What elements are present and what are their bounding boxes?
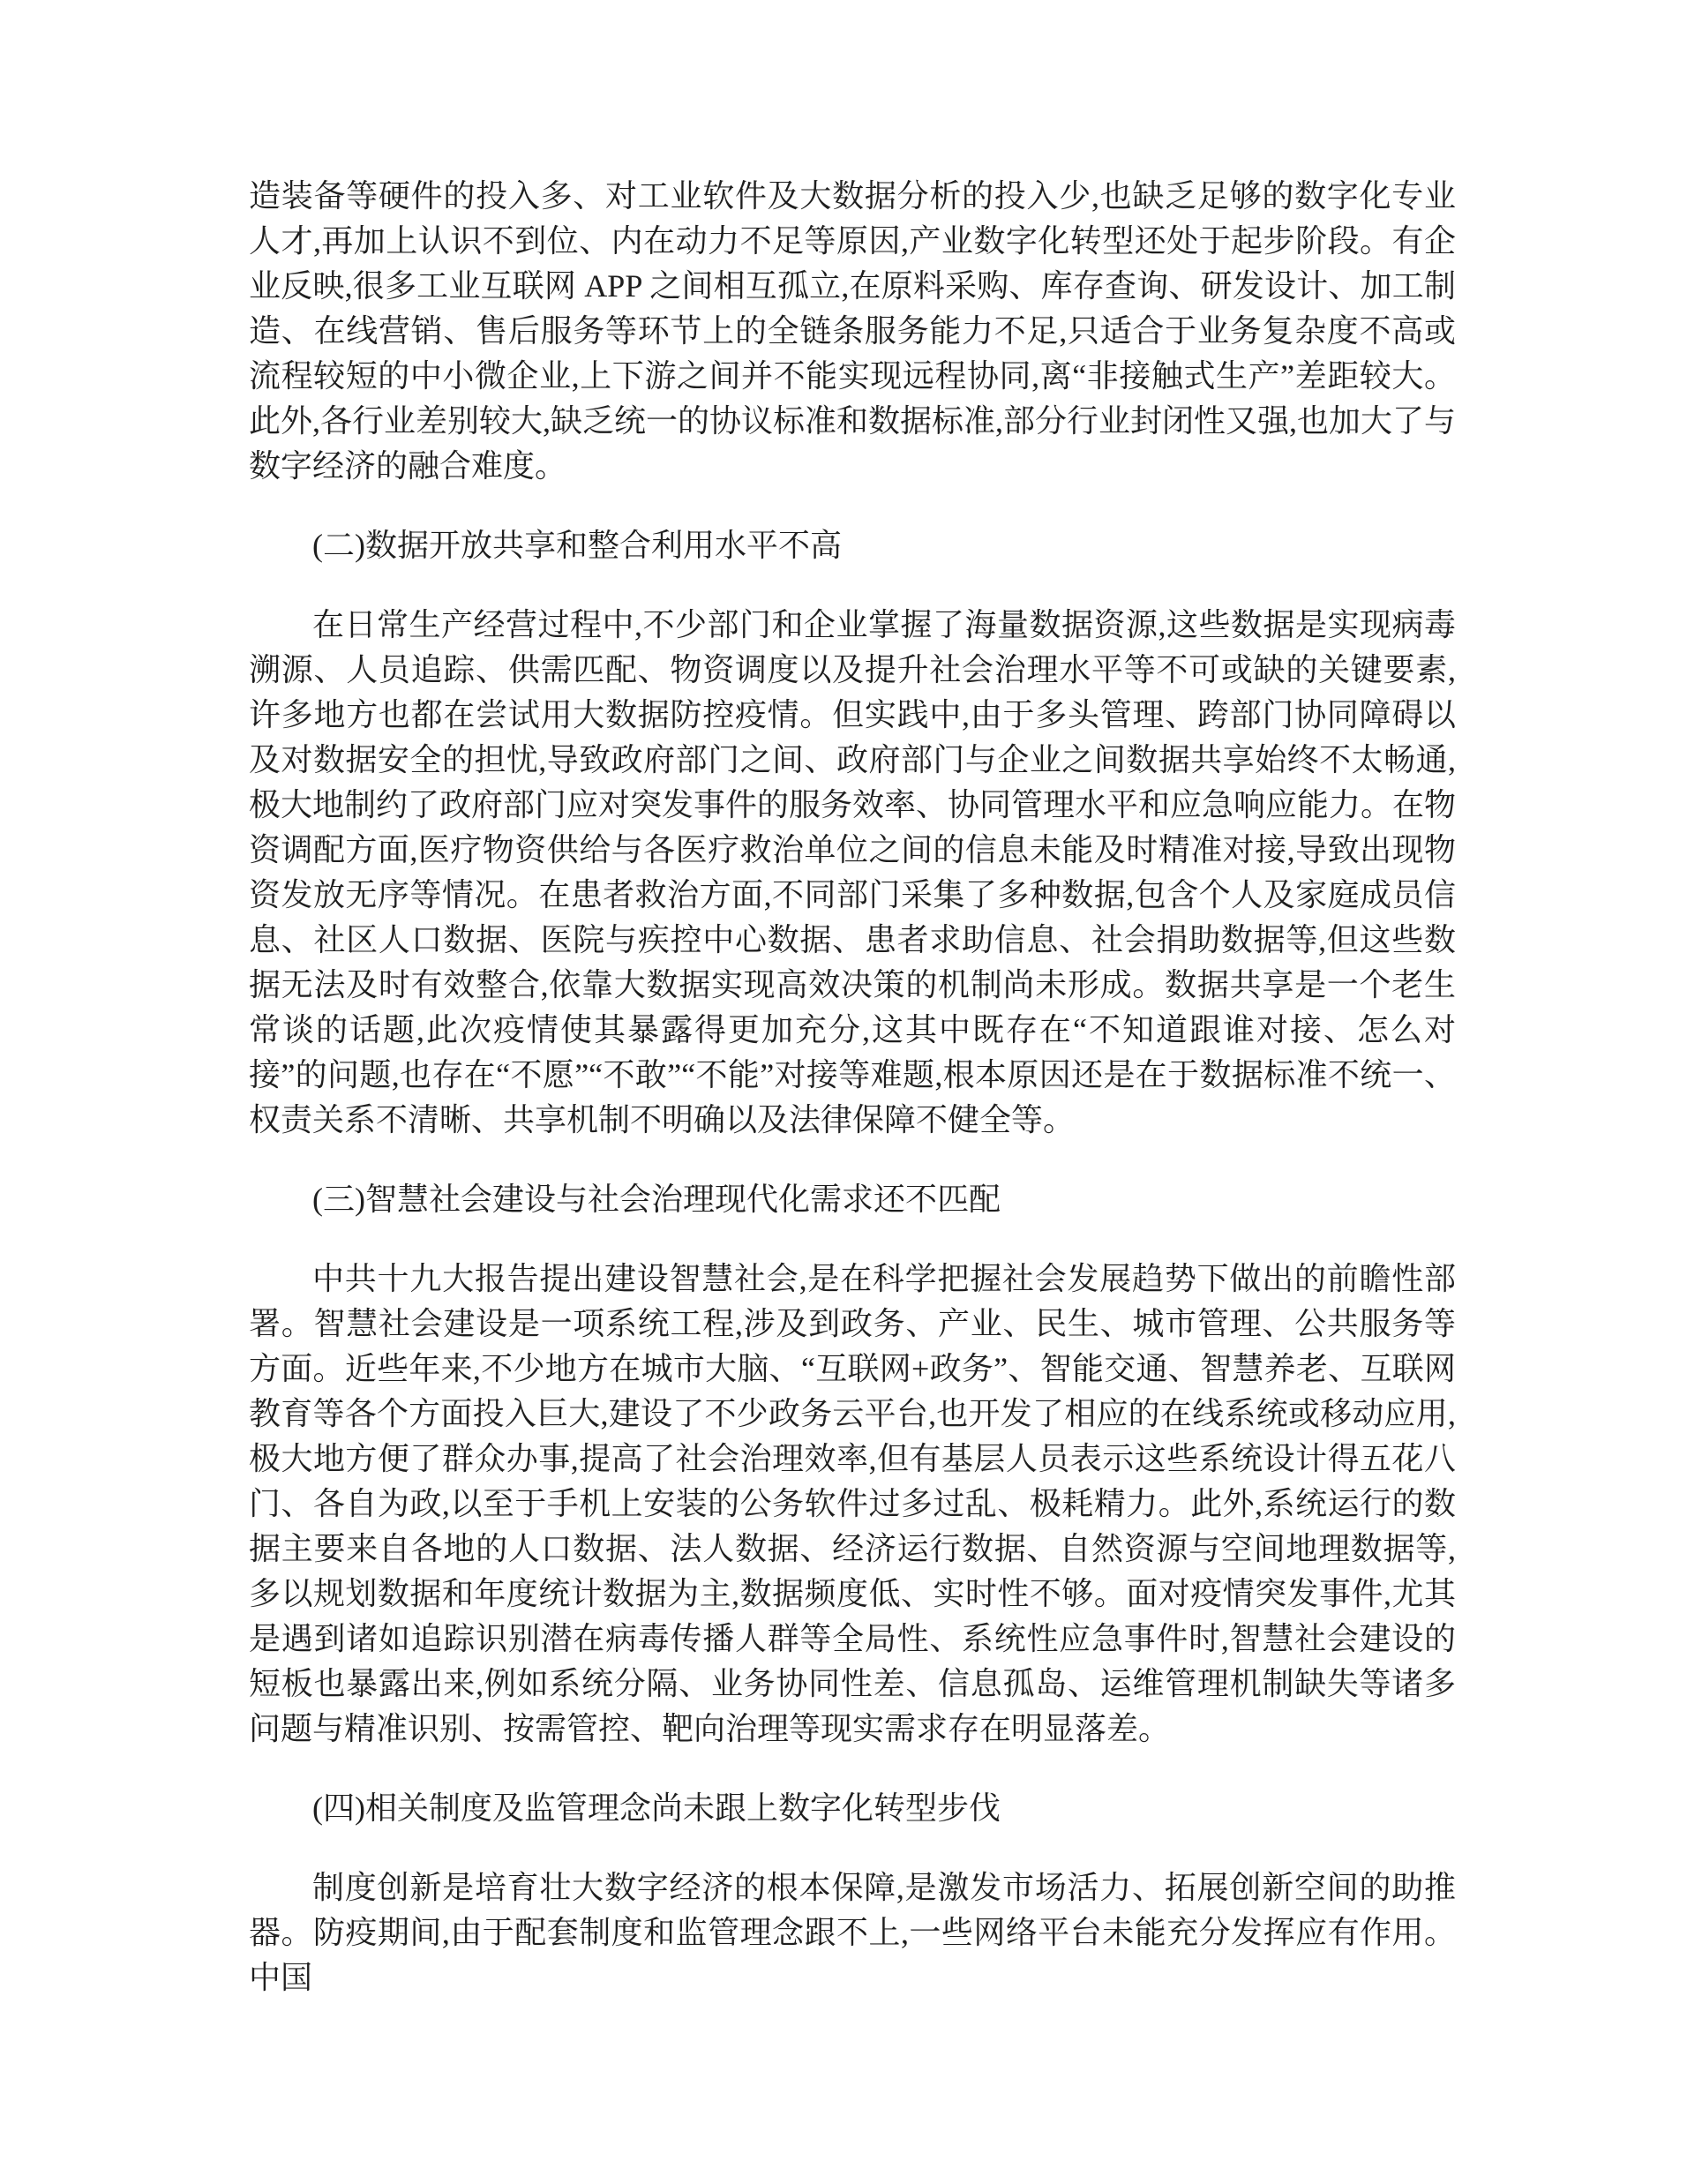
section-paragraph-4: 制度创新是培育壮大数字经济的根本保障,是激发市场活力、拓展创新空间的助推器。防疫期间,由于配套制度和监管理念跟不上,一些网络平台未能充分发挥应有作用。中国 <box>249 1870 1456 1995</box>
section-paragraph-3: 中共十九大报告提出建设智慧社会,是在科学把握社会发展趋势下做出的前瞻性部署。智慧社会建设是一项系统工程,涉及到政务、产业、民生、城市管理、公共服务等方面。近些年来,不少地方在城市大脑、“互联网+政务”、智能交通、智慧养老、互联网教育等各个方面投入巨大,建设了不少政务云平台,也开发了相应的在线系统或移动应用,极大地方便了群众办事,提高了社会治理效率,但有基层人员表示这些系统设计得五花八门、各自为政,以至于手机上安装的公务软件过多过乱、极耗精力。此外,系统运行的数据主要来自各地的人口数据、法人数据、经济运行数据、自然资源与空间地理数据等,多以规划数据和年度统计数据为主,数据频度低、实时性不够。面对疫情突发事件,尤其是遇到诸如追踪识别潜在病毒传播人群等全局性、系统性应急事件时,智慧社会建设的短板也暴露出来,例如系统分隔、业务协同性差、信息孤岛、运维管理机制缺失等诸多问题与精准识别、按需管控、靶向治理等现实需求存在明显落差。 <box>249 1261 1456 1746</box>
section-heading-4: (四)相关制度及监管理念尚未跟上数字化转型步伐 <box>312 1790 1001 1826</box>
body-paragraph-continued: 造装备等硬件的投入多、对工业软件及大数据分析的投入少,也缺乏足够的数字化专业人才,再加上认识不到位、内在动力不足等原因,产业数字化转型还处于起步阶段。有企业反映,很多工业互联网 APP 之间相互孤立,在原料采购、库存查询、研发设计、加工制造、在线营销、售后服务等环节上的全链条服务能力不足,只适合于业务复杂度不高或流程较短的中小微企业,上下游之间并不能实现远程协同,离“非接触式生产”差距较大。此外,各行业差别较大,缺乏统一的协议标准和数据标准,部分行业封闭性又强,也加大了与数字经济的融合难度。 <box>249 178 1457 484</box>
section-paragraph-2: 在日常生产经营过程中,不少部门和企业掌握了海量数据资源,这些数据是实现病毒溯源、人员追踪、供需匹配、物资调度以及提升社会治理水平等不可或缺的关键要素,许多地方也都在尝试用大数据防控疫情。但实践中,由于多头管理、跨部门协同障碍以及对数据安全的担忧,导致政府部门之间、政府部门与企业之间数据共享始终不太畅通,极大地制约了政府部门应对突发事件的服务效率、协同管理水平和应急响应能力。在物资调配方面,医疗物资供给与各医疗救治单位之间的信息未能及时精准对接,导致出现物资发放无序等情况。在患者救治方面,不同部门采集了多种数据,包含个人及家庭成员信息、社区人口数据、医院与疾控中心数据、患者求助信息、社会捐助数据等,但这些数据无法及时有效整合,依靠大数据实现高效决策的机制尚未形成。数据共享是一个老生常谈的话题,此次疫情使其暴露得更加充分,这其中既存在“不知道跟谁对接、怎么对接”的问题,也存在“不愿”“不敢”“不能”对接等难题,根本原因还是在于数据标准不统一、权责关系不清晰、共享机制不明确以及法律保障不健全等。 <box>249 607 1457 1137</box>
section-heading-3: (三)智慧社会建设与社会治理现代化需求还不匹配 <box>312 1182 1001 1217</box>
section-heading-2: (二)数据开放共享和整合利用水平不高 <box>312 528 842 563</box>
